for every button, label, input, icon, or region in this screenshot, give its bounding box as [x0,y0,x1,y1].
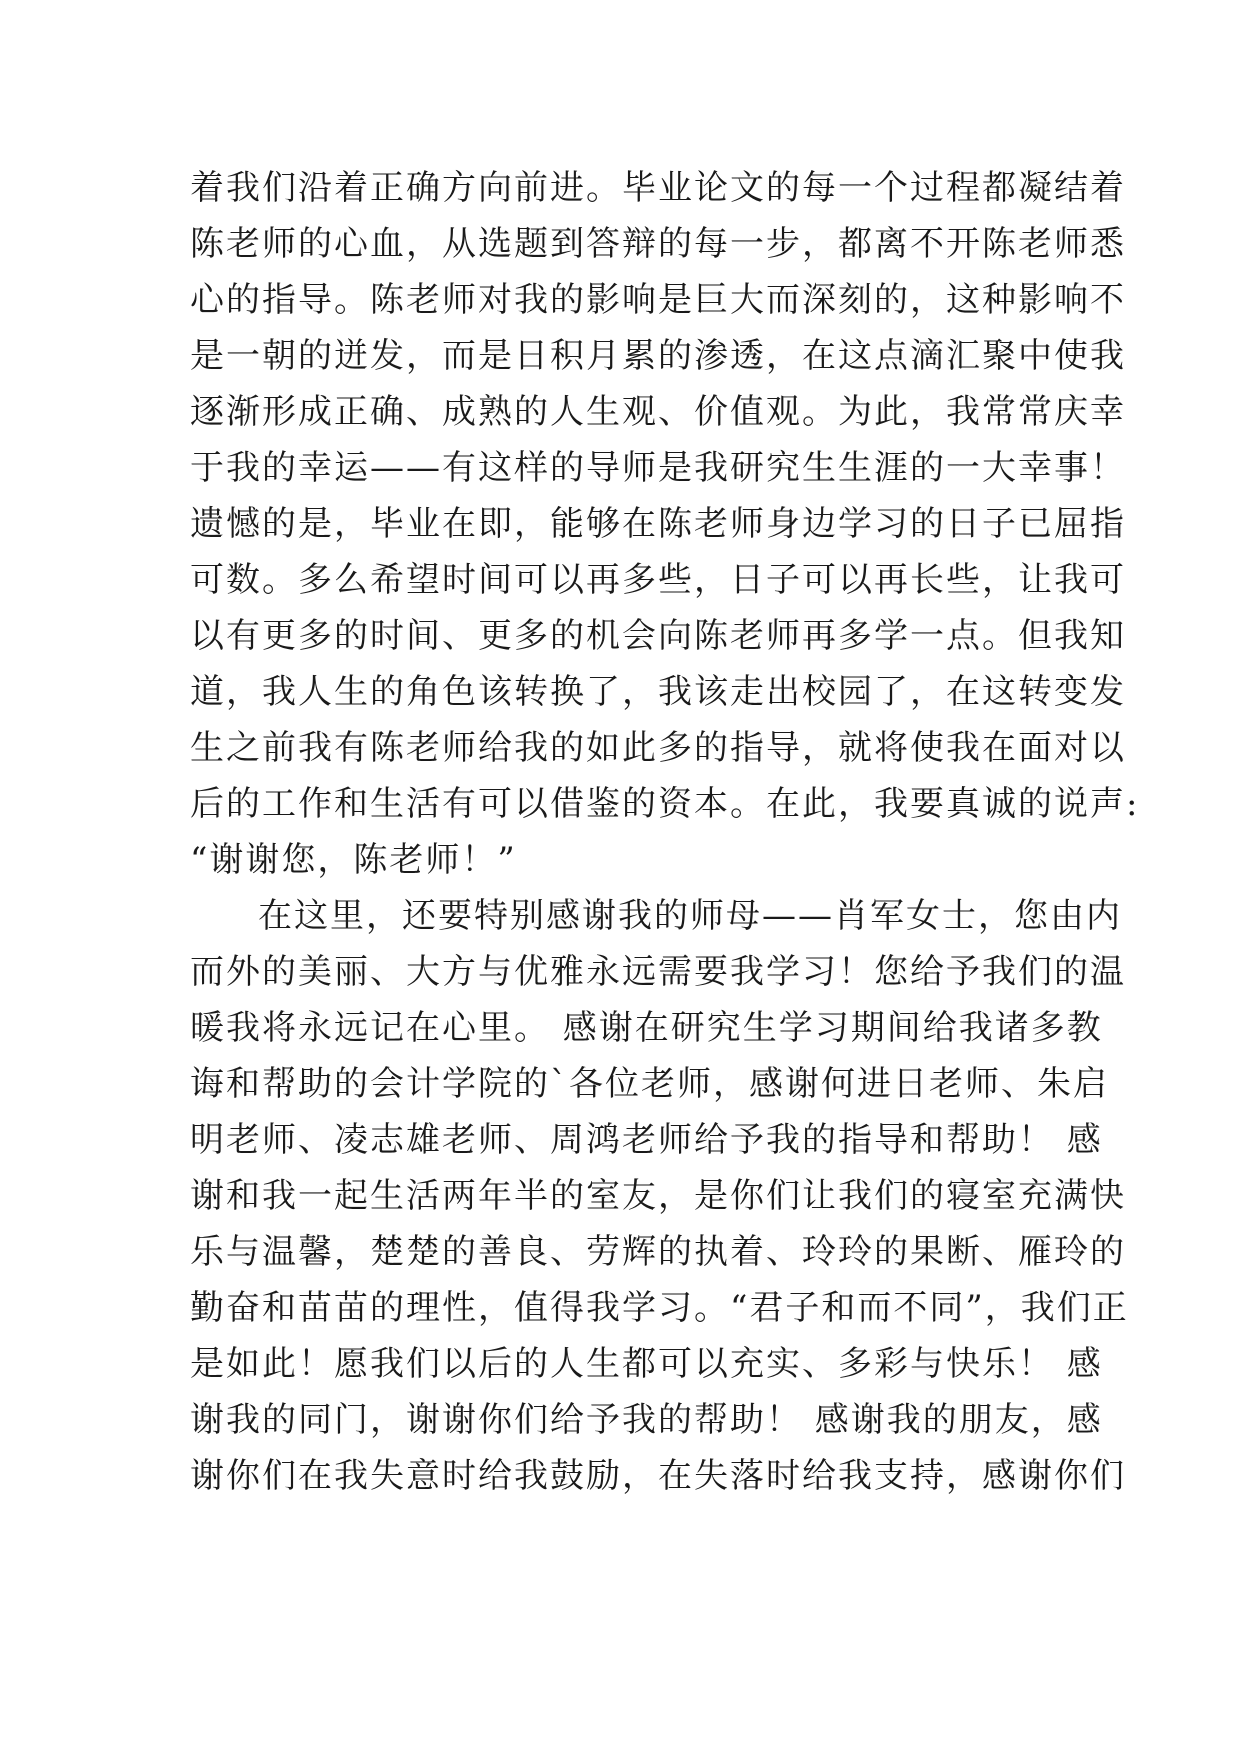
text-line: 谢我的同门，谢谢你们给予我的帮助！ 感谢我的朋友，感 [190,1400,1103,1440]
text-line: 心的指导。陈老师对我的影响是巨大而深刻的，这种影响不 [190,280,1126,320]
text-line: 陈老师的心血，从选题到答辩的每一步，都离不开陈老师悉 [190,224,1126,264]
text-line: 谢你们在我失意时给我鼓励，在失落时给我支持，感谢你们 [190,1456,1126,1496]
text-line: 以有更多的时间、更多的机会向陈老师再多学一点。但我知 [190,616,1126,656]
text-line: 是一朝的迸发，而是日积月累的渗透，在这点滴汇聚中使我 [190,336,1126,376]
text-line: 诲和帮助的会计学院的`各位老师，感谢何进日老师、朱启 [190,1064,1109,1104]
text-line: 乐与温馨，楚楚的善良、劳辉的执着、玲玲的果断、雁玲的 [190,1232,1126,1272]
body-text [190,160,1140,1504]
text-line: 可数。多么希望时间可以再多些，日子可以再长些，让我可 [190,560,1126,600]
text-line: 勤奋和苗苗的理性，值得我学习。“君子和而不同”，我们正 [190,1288,1129,1328]
text-line: 后的工作和生活有可以借鉴的资本。在此，我要真诚的说声: [190,784,1140,824]
text-line: 着我们沿着正确方向前进。毕业论文的每一个过程都凝结着 [190,168,1126,208]
text-line: 明老师、凌志雄老师、周鸿老师给予我的指导和帮助！ 感 [190,1120,1103,1160]
text-line: 生之前我有陈老师给我的如此多的指导，就将使我在面对以 [190,728,1126,768]
text-line: 是如此！愿我们以后的人生都可以充实、多彩与快乐！ 感 [190,1344,1103,1384]
text-line-paragraph-start: 在这里，还要特别感谢我的师母——肖军女士，您由内 [258,896,1122,936]
text-line-paragraph-end: “谢谢您，陈老师！” [190,840,517,880]
text-line: 道，我人生的角色该转换了，我该走出校园了，在这转变发 [190,672,1126,712]
text-line: 于我的幸运——有这样的导师是我研究生生涯的一大幸事！ [190,448,1126,488]
text-line: 而外的美丽、大方与优雅永远需要我学习！您给予我们的温 [190,952,1126,992]
text-line: 逐渐形成正确、成熟的人生观、价值观。为此，我常常庆幸 [190,392,1126,432]
text-line: 暖我将永远记在心里。 感谢在研究生学习期间给我诸多教 [190,1008,1103,1048]
text-line: 遗憾的是，毕业在即，能够在陈老师身边学习的日子已屈指 [190,504,1126,544]
text-line: 谢和我一起生活两年半的室友，是你们让我们的寝室充满快 [190,1176,1126,1216]
